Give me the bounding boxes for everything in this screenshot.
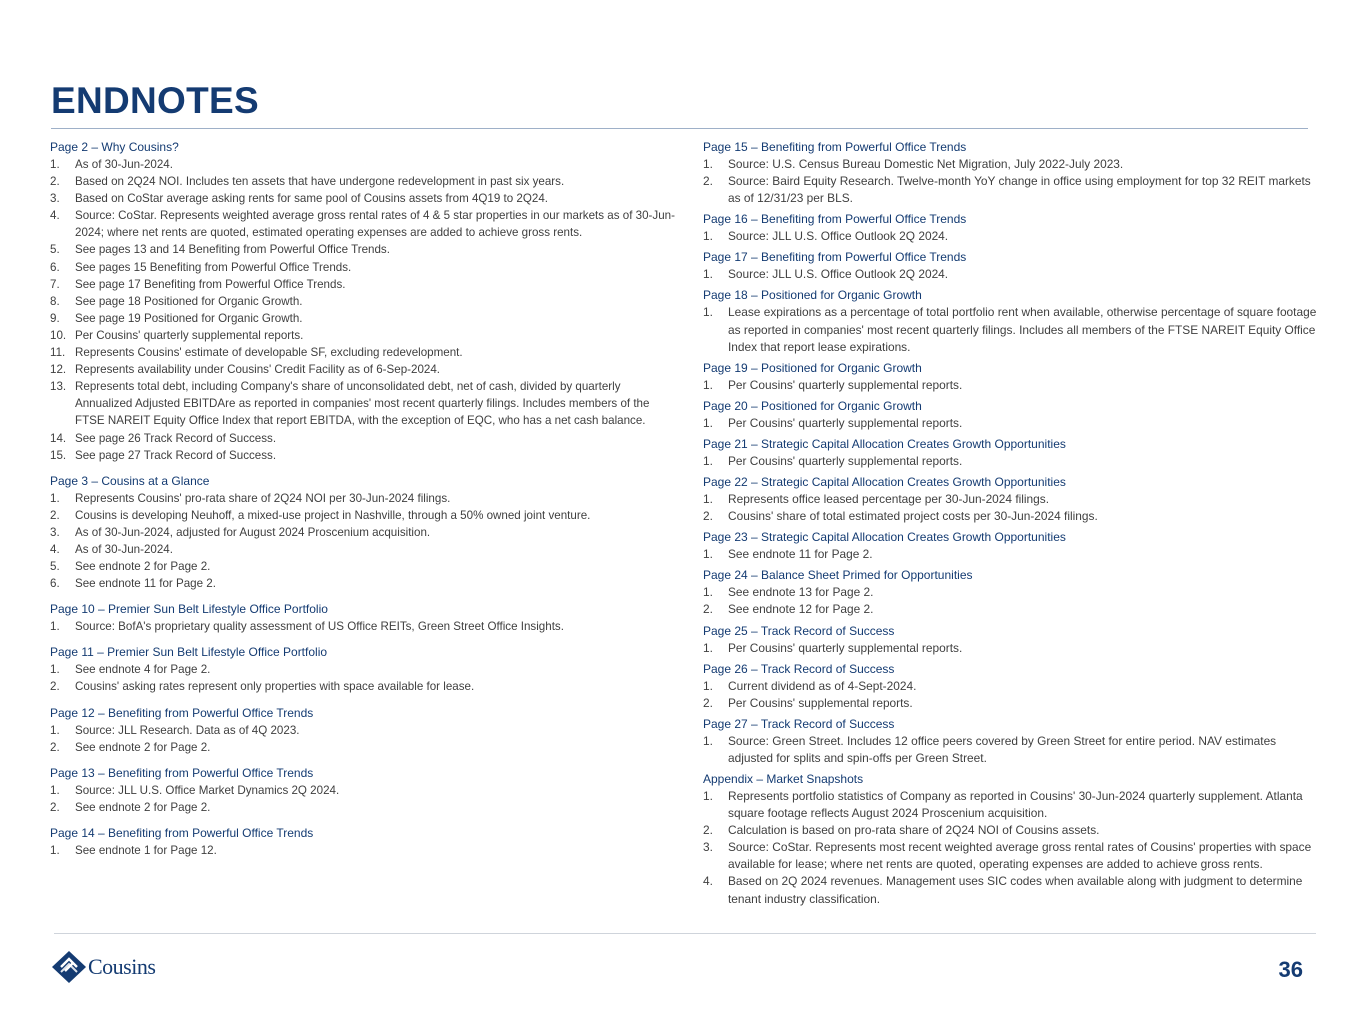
endnote-text: Based on 2Q24 NOI. Includes ten assets that have undergone redevelopment in past six years. [75,175,565,189]
section-heading: Page 15 – Benefiting from Powerful Office Trends [703,140,967,154]
endnote-number: 1. [703,678,713,693]
section-heading: Page 2 – Why Cousins? [50,140,179,154]
endnote-number: 1. [703,305,713,320]
endnote-number: 1. [703,733,713,748]
endnote-item [50,310,678,327]
endnote-list [703,788,1321,908]
endnote-text: See pages 13 and 14 Benefiting from Powerful Office Trends. [75,243,390,257]
endnote-text: Per Cousins' supplemental reports. [728,695,913,710]
endnote-number: 2. [703,174,713,189]
endnote-item [50,524,678,541]
endnote-number: 14. [50,431,67,445]
endnote-item [50,156,678,173]
endnote-list [50,661,678,695]
endnote-list [703,304,1321,355]
endnote-text: See page 18 Positioned for Organic Growth. [75,294,303,308]
endnote-text: Source: JLL U.S. Office Outlook 2Q 2024. [728,229,949,244]
endnote-section [703,287,1321,355]
endnote-item [703,678,1321,695]
endnote-text: See endnote 11 for Page 2. [728,547,873,562]
endnote-item [50,207,678,241]
endnote-text: See endnote 11 for Page 2. [75,577,216,591]
endnote-item [50,344,678,361]
endnote-text: See page 26 Track Record of Success. [75,431,277,445]
endnote-item [703,156,1321,173]
endnote-text: Represents Cousins' estimate of developable SF, excluding redevelopment. [75,346,463,360]
footer-divider [54,933,1316,934]
endnote-text: Cousins' share of total estimated project costs per 30-Jun-2024 filings. [728,509,1098,524]
endnote-item [703,491,1321,508]
section-heading: Page 23 – Strategic Capital Allocation Creates Growth Opportunities [703,530,1066,545]
endnote-number: 2. [50,175,60,189]
endnote-item [50,293,678,310]
section-heading: Page 22 – Strategic Capital Allocation Creates Growth Opportunities [703,475,1066,490]
endnote-number: 1. [703,547,713,562]
endnote-text: See endnote 2 for Page 2. [75,800,211,814]
section-heading: Page 10 – Premier Sun Belt Lifestyle Office Portfolio [50,602,328,617]
endnote-number: 3. [50,192,60,206]
endnote-number: 2. [703,602,713,617]
endnote-text: Based on CoStar average asking rents for same pool of Cousins assets from 4Q19 to 2Q24. [75,192,549,206]
endnote-item [703,228,1321,245]
section-heading: Page 21 – Strategic Capital Allocation Creates Growth Opportunities [703,436,1066,451]
endnote-text: Source: BofA's proprietary quality assessment of US Office REITs, Green Street Office Insights. [75,620,564,634]
page-number: 36 [1278,957,1303,982]
endnote-number: 1. [50,491,60,505]
endnote-item [703,377,1321,394]
endnote-item [703,839,1321,873]
endnote-item [703,601,1321,618]
endnote-text: Represents office leased percentage per 30-Jun-2024 filings. [728,492,1050,507]
endnote-section [703,139,1321,207]
endnote-item [50,575,678,592]
endnote-number: 1. [50,620,60,634]
endnote-item [50,173,678,190]
endnote-text: See page 27 Track Record of Success. [75,448,277,462]
section-heading: Page 19 – Positioned for Organic Growth [703,360,922,375]
endnote-item [703,584,1321,601]
endnote-item [703,822,1321,839]
endnote-item [703,266,1321,283]
logo-wordmark: Cousins [88,954,156,979]
endnote-text: Represents portfolio statistics of Company as reported in Cousins' 30-Jun-2024 quarterly supplement. Atlanta square footage reflects August 2024 Proscenium acquisition. [728,788,1303,821]
endnote-item [703,304,1321,355]
endnote-text: Source: CoStar. Represents most recent weighted average gross rental rates of Cousins' properties with space available for lease; where net rents are quoted, operating expenses are added to achieve gross rents. [728,840,1312,872]
endnote-number: 3. [703,840,713,855]
endnote-item [703,733,1321,767]
endnote-number: 1. [50,843,60,857]
endnote-section [703,661,1321,712]
endnote-text: See endnote 1 for Page 12. [75,843,217,857]
endnote-item [50,739,678,756]
endnote-text: Per Cousins' quarterly supplemental reports. [728,377,963,392]
endnote-number: 13. [50,380,67,394]
endnote-item [50,507,678,524]
endnote-number: 2. [50,740,60,754]
endnote-number: 1. [703,415,713,430]
endnote-item [50,378,678,429]
endnote-item [50,558,678,575]
endnote-list [50,490,678,593]
endnote-item [50,361,678,378]
endnote-number: 1. [703,492,713,507]
endnote-section [703,623,1321,657]
endnote-item [50,430,678,447]
endnote-item [50,241,678,258]
endnote-number: 4. [50,542,60,556]
endnote-number: 7. [50,277,60,291]
endnote-list [703,228,1321,245]
endnote-item [703,415,1321,432]
endnote-item [50,799,678,816]
endnote-section [703,211,1321,245]
endnote-number: 5. [50,560,60,574]
endnote-list [703,377,1321,394]
endnote-text: Per Cousins' quarterly supplemental reports. [75,328,304,342]
endnote-list [50,842,678,859]
endnote-number: 3. [50,525,60,539]
section-heading: Page 14 – Benefiting from Powerful Office Trends [50,825,314,840]
endnote-item [50,842,678,859]
endnote-list [703,546,1321,563]
endnote-section [703,474,1321,525]
section-heading: Page 25 – Track Record of Success [703,623,895,638]
section-heading: Page 26 – Track Record of Success [703,661,895,676]
endnote-text: Represents Cousins' pro-rata share of 2Q24 NOI per 30-Jun-2024 filings. [75,491,451,505]
endnote-list [703,266,1321,283]
endnote-text: See endnote 2 for Page 2. [75,560,211,574]
endnote-section [703,771,1321,908]
endnote-number: 9. [50,311,60,325]
endnote-section [703,398,1321,432]
endnote-text: Represents availability under Cousins' Credit Facility as of 6-Sep-2024. [75,363,441,377]
cousins-logo [52,950,155,984]
endnote-item [50,661,678,678]
endnote-text: Source: JLL U.S. Office Outlook 2Q 2024. [728,267,949,282]
endnotes-left-column [50,139,678,868]
endnote-number: 1. [50,158,60,171]
endnote-text: Cousins is developing Neuhoff, a mixed-use project in Nashville, through a 50% owned joint venture. [75,508,591,522]
endnote-list [703,584,1321,618]
endnote-number: 1. [703,788,713,803]
endnote-section [50,644,678,695]
endnote-text: Source: U.S. Census Bureau Domestic Net Migration, July 2022-July 2023. [728,157,1124,171]
endnote-number: 8. [50,294,60,308]
endnote-number: 1. [50,723,60,737]
endnote-number: 1. [703,640,713,655]
endnote-number: 6. [50,260,60,274]
endnote-item [50,259,678,276]
endnote-number: 2. [703,695,713,710]
endnote-text: Source: CoStar. Represents weighted average gross rental rates of 4 & 5 star properties in our markets as of 30-Jun-2024; where net rents are quoted, estimated operating expenses are added to achieve gross rents. [75,209,675,240]
endnote-number: 2. [50,800,60,814]
endnote-text: As of 30-Jun-2024, adjusted for August 2024 Proscenium acquisition. [75,525,431,539]
endnote-number: 1. [703,453,713,468]
endnote-item [703,453,1321,470]
section-heading: Page 3 – Cousins at a Glance [50,473,210,488]
endnote-text: Source: JLL Research. Data as of 4Q 2023. [75,723,300,737]
endnote-number: 15. [50,448,67,462]
endnote-item [50,447,678,464]
endnote-number: 10. [50,328,67,342]
endnote-number: 1. [703,377,713,392]
endnote-section [703,360,1321,394]
endnote-text: Represents total debt, including Company's share of unconsolidated debt, net of cash, divided by quarterly Annualized Adjusted EBITDAre as reported in companies' most recent quarterly filings. Includes members of the FTSE NAREIT Equity Office Index that report EBITDA, with the exception of EQC, who has a net cash balance. [75,380,650,428]
endnote-item [50,276,678,293]
endnote-number: 1. [703,229,713,244]
endnote-section [50,765,678,816]
endnote-text: Source: Baird Equity Research. Twelve-month YoY change in office using employment for top 32 REIT markets as of 12/31/23 per BLS. [728,174,1311,206]
section-heading: Page 12 – Benefiting from Powerful Office Trends [50,705,314,720]
endnote-number: 1. [703,267,713,282]
endnote-list [703,733,1321,767]
section-heading: Page 17 – Benefiting from Powerful Office Trends [703,250,967,265]
endnote-text: Per Cousins' quarterly supplemental reports. [728,453,963,468]
endnote-text: Current dividend as of 4-Sept-2024. [728,678,917,693]
endnote-text: Calculation is based on pro-rata share of 2Q24 NOI of Cousins assets. [728,823,1100,838]
section-heading: Appendix – Market Snapshots [703,771,864,786]
endnote-text: As of 30-Jun-2024. [75,542,173,556]
endnote-section [50,825,678,859]
endnote-text: Based on 2Q 2024 revenues. Management uses SIC codes when available along with judgment to determine tenant industry classification. [728,874,1303,906]
endnote-text: Source: JLL U.S. Office Market Dynamics 2Q 2024. [75,783,340,797]
section-heading: Page 20 – Positioned for Organic Growth [703,398,922,413]
section-heading: Page 24 – Balance Sheet Primed for Opportunities [703,568,973,583]
endnote-item [703,173,1321,207]
endnote-text: See endnote 2 for Page 2. [75,740,211,754]
endnote-number: 4. [50,209,60,223]
endnote-list [703,678,1321,712]
endnote-item [703,508,1321,525]
endnote-list [703,156,1321,207]
endnote-item [50,541,678,558]
endnote-list [50,618,678,635]
endnote-number: 12. [50,363,67,377]
endnote-list [703,491,1321,525]
endnote-number: 1. [703,157,713,171]
endnote-section [703,567,1321,618]
endnote-text: See endnote 4 for Page 2. [75,663,211,677]
endnote-number: 6. [50,577,60,591]
endnote-section [703,249,1321,283]
endnote-number: 1. [703,585,713,600]
endnote-item [50,490,678,507]
endnote-text: Per Cousins' quarterly supplemental reports. [728,640,963,655]
title-divider [51,128,1308,129]
section-heading: Page 13 – Benefiting from Powerful Office Trends [50,765,314,780]
endnote-text: Lease expirations as a percentage of total portfolio rent when available, otherwise percentage of square footage as reported in companies' most recent quarterly filings. Includes all members of the FTSE NAREIT Equity Office Index that report lease expirations. [728,305,1317,354]
endnote-text: Source: Green Street. Includes 12 office peers covered by Green Street for entire period. NAV estimates adjusted for splits and spin-offs per Green Street. [728,733,1277,765]
endnote-list [50,156,678,464]
endnote-text: See page 19 Positioned for Organic Growth. [75,311,303,325]
endnote-number: 5. [50,243,60,257]
endnote-item [703,695,1321,712]
section-heading: Page 18 – Positioned for Organic Growth [703,288,922,303]
endnote-number: 2. [50,680,60,694]
endnote-number: 1. [50,663,60,677]
endnote-number: 11. [50,346,66,360]
endnote-item [50,678,678,695]
section-heading: Page 11 – Premier Sun Belt Lifestyle Office Portfolio [50,645,328,660]
endnote-section [703,436,1321,470]
endnote-section [703,529,1321,563]
endnote-list [50,782,678,816]
endnote-section [50,139,678,464]
endnote-section [703,716,1321,767]
endnote-list [50,722,678,756]
endnote-text: As of 30-Jun-2024. [75,158,173,171]
endnote-item [50,327,678,344]
endnote-text: See endnote 12 for Page 2. [728,602,874,617]
endnote-number: 4. [703,874,713,889]
endnote-item [50,190,678,207]
endnote-number: 2. [703,823,713,838]
endnote-list [703,453,1321,470]
section-heading: Page 27 – Track Record of Success [703,716,895,731]
endnote-item [50,722,678,739]
page-title: ENDNOTES [51,80,259,121]
endnote-item [703,873,1321,907]
endnote-text: Cousins' asking rates represent only properties with space available for lease. [75,680,475,694]
endnote-number: 2. [50,508,60,522]
endnote-number: 1. [50,783,60,797]
endnote-item [703,788,1321,822]
endnotes-right-column [703,139,1321,912]
endnote-section [50,601,678,635]
endnote-item [703,546,1321,563]
endnote-text: See endnote 13 for Page 2. [728,585,874,600]
endnote-list [703,640,1321,657]
endnote-text: Per Cousins' quarterly supplemental reports. [728,415,963,430]
endnote-text: See page 17 Benefiting from Powerful Office Trends. [75,277,346,291]
endnote-number: 2. [703,509,713,524]
endnote-item [50,618,678,635]
endnote-item [50,782,678,799]
endnote-section [50,705,678,756]
endnote-section [50,473,678,593]
section-heading: Page 16 – Benefiting from Powerful Office Trends [703,212,967,227]
endnote-list [703,415,1321,432]
endnote-item [703,640,1321,657]
cousins-logo-icon [52,951,86,983]
endnote-text: See pages 15 Benefiting from Powerful Office Trends. [75,260,352,274]
